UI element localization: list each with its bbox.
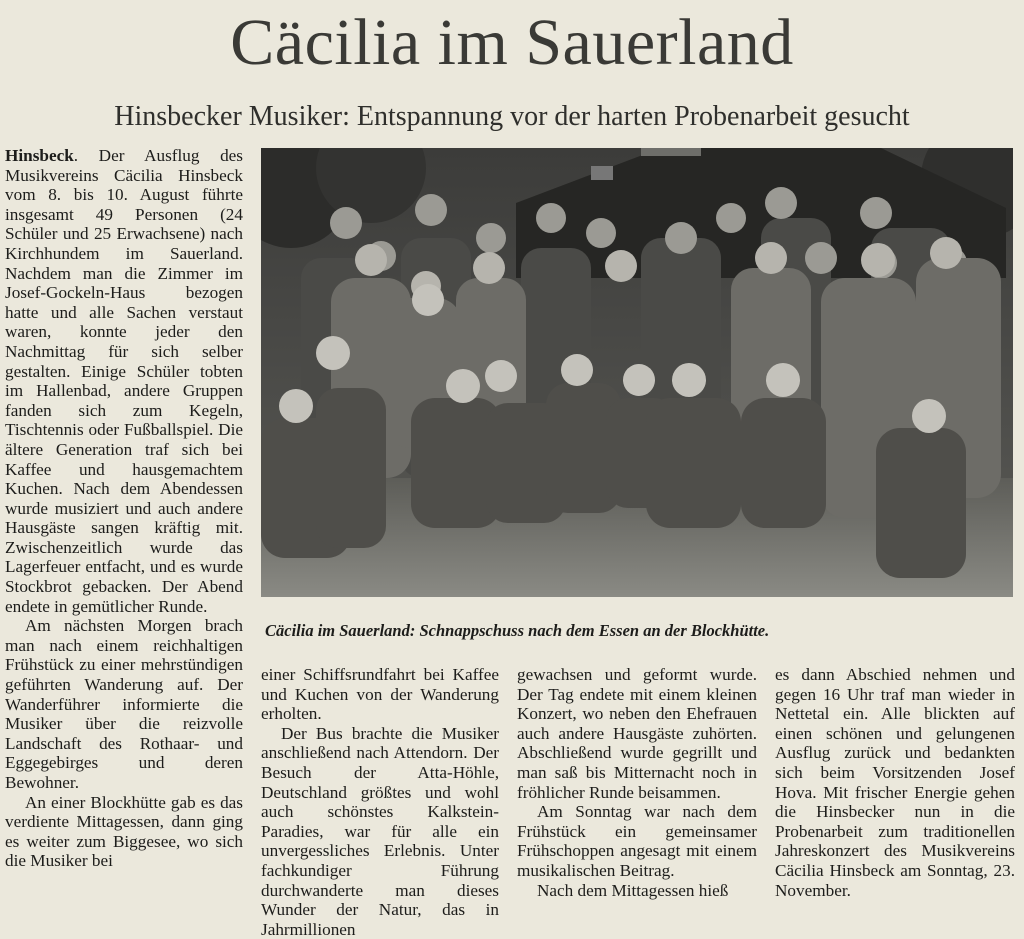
text-column-2	[261, 665, 499, 939]
group-photo	[261, 148, 1013, 597]
text-column-3	[517, 665, 757, 925]
paragraph-4: Der Bus brachte die Musiker anschließend nach Attendorn. Der Besuch der Atta-Höhle, Deutschland größtes und wohl auch schönstes Kalkstein-Paradies, war für alle ein unvergessliches Erlebnis. Unter fachkundiger Führung durchwanderte man dieses Wunder der Natur, das in Jahrmillionen	[261, 723, 499, 939]
subheadline: Hinsbecker Musiker: Entspannung vor der harten Probenarbeit gesucht	[114, 101, 910, 132]
paragraph-5: Am Sonntag war nach dem Frühstück ein gemeinsamer Frühschoppen angesagt mit einem musikalischen Beitrag.	[517, 802, 757, 880]
paragraph-2: Am nächsten Morgen brach man nach einem reichhaltigen Frühstück zu einer mehrstündigen geführten Wanderung auf. Der Wanderführer informierte die Musiker über die reizvolle Landschaft des Rothaar- und Eggegebirges und deren Bewohner.	[5, 616, 243, 792]
dateline: Hinsbeck	[5, 146, 74, 165]
paragraph-3: An einer Blockhütte gab es das verdiente Mittagessen, dann ging es weiter zum Biggesee, wo sich die Musiker bei	[5, 792, 243, 871]
paragraph-6: Nach dem Mittagessen hieß	[537, 880, 729, 900]
paragraph-1-text: . Der Ausflug des Musikvereins Cäcilia Hinsbeck vom 8. bis 10. August führte insgesamt 49 Personen (24 Schüler und 25 Erwachsene) nach Kirchhundem im Sauerland. Nachdem man die Zimmer im Josef-Gockeln-Haus bezogen hatte und alle Sachen verstaut waren, konnte jeder den Nachmittag für sich selber gestalten. Einige Schüler tobten im Hallenbad, andere Gruppen fanden sich zum Kegeln, Tischtennis oder Fußballspiel. Die ältere Generation traf sich bei Kaffee und hausgemachtem Kuchen. Nach dem Abendessen wurde musiziert und auch andere Hausgäste sangen kräftig mit. Zwischenzeitlich wurde das Lagerfeuer entfacht, und es wurde Stockbrot gebacken. Der Abend endete in gemütlicher Runde.	[5, 146, 243, 616]
photo-caption: Cäcilia im Sauerland: Schnappschuss nach dem Essen an der Blockhütte.	[265, 621, 770, 640]
paragraph-4-cont: gewachsen und geformt wurde. Der Tag endete mit einem kleinen Konzert, wo neben den Ehefrauen auch andere Hausgäste zuhörten. Abschließend wurde gegrillt und man saß bis Mitternacht noch in fröhlicher Runde beisammen.	[517, 665, 757, 802]
headline: Cäcilia im Sauerland	[230, 6, 794, 79]
paragraph-1	[5, 146, 243, 616]
text-column-1	[5, 146, 243, 924]
paragraph-3-cont: einer Schiffsrundfahrt bei Kaffee und Kuchen von der Wanderung erholten.	[261, 665, 499, 724]
text-column-4	[775, 665, 1015, 925]
paragraph-6-cont: es dann Abschied nehmen und gegen 16 Uhr traf man wieder in Nettetal ein. Alle blickten auf einen schönen und gelungenen Ausflug zurück und bedankten sich beim Vorsitzenden Josef Hova. Mit frischer Energie gehen die Hinsbecker nun in die Probenarbeit zum traditionellen Jahreskonzert des Musikvereins Cäcilia Hinsbeck am Sonntag, 23. November.	[775, 665, 1015, 900]
